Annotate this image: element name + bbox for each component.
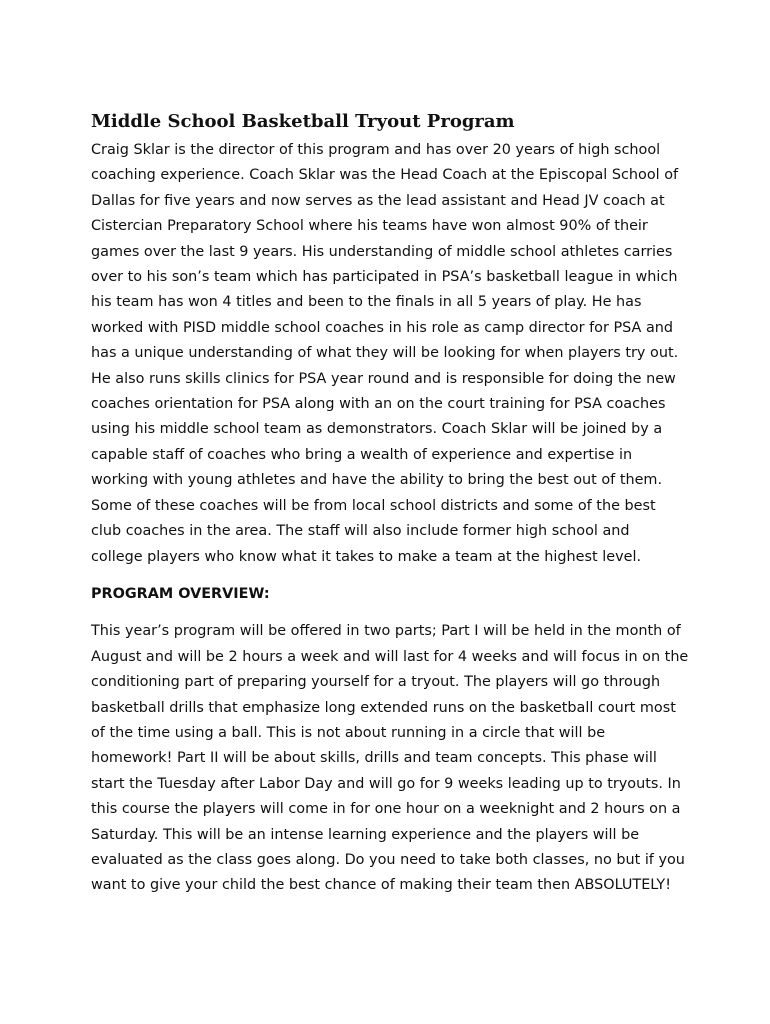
overview-paragraph (91, 619, 691, 898)
text-line: August and will be 2 hours a week and will last for 4 weeks and will focus in on the (91, 648, 689, 665)
text-line: club coaches in the area. The staff will also include former high school and (91, 523, 630, 540)
text-line: coaches orientation for PSA along with an on the court training for PSA coaches (91, 396, 666, 413)
section-heading: PROGRAM OVERVIEW: (91, 585, 270, 602)
text-line: coaching experience. Coach Sklar was the Head Coach at the Episcopal School of (91, 167, 679, 184)
text-line: Cistercian Preparatory School where his teams have won almost 90% of their (91, 218, 648, 235)
document-title: Middle School Basketball Tryout Program (91, 111, 515, 132)
text-line: Craig Sklar is the director of this program and has over 20 years of high school (91, 142, 661, 158)
intro-paragraph (91, 138, 691, 570)
text-line: start the Tuesday after Labor Day and will go for 9 weeks leading up to tryouts. In (91, 775, 681, 792)
text-line: Some of these coaches will be from local school districts and some of the best (91, 497, 656, 514)
text-line: this course the players will come in for one hour on a weeknight and 2 hours on a (91, 801, 681, 818)
text-line: using his middle school team as demonstrators. Coach Sklar will be joined by a (91, 421, 663, 438)
text-line: college players who know what it takes to make a team at the highest level. (91, 548, 642, 565)
text-line: working with young athletes and have the ability to bring the best out of them. (91, 472, 663, 489)
text-line: evaluated as the class goes along. Do you need to take both classes, no but if you (91, 851, 685, 868)
text-line: his team has won 4 titles and been to the finals in all 5 years of play. He has (91, 294, 642, 311)
text-line: has a unique understanding of what they will be looking for when players try out. (91, 345, 679, 362)
text-line: He also runs skills clinics for PSA year round and is responsible for doing the new (91, 370, 676, 387)
document-body (91, 108, 691, 899)
text-line: of the time using a ball. This is not about running in a circle that will be (91, 724, 606, 741)
text-line: want to give your child the best chance of making their team then ABSOLUTELY! (91, 877, 671, 894)
text-line: conditioning part of preparing yourself for a tryout. The players will go through (91, 674, 661, 691)
text-line: over to his son’s team which has participated in PSA’s basketball league in which (91, 269, 678, 286)
text-line: capable staff of coaches who bring a wealth of experience and expertise in (91, 446, 633, 463)
text-line: worked with PISD middle school coaches in his role as camp director for PSA and (91, 319, 674, 336)
text-line: games over the last 9 years. His understanding of middle school athletes carries (91, 243, 673, 260)
text-line: homework! Part II will be about skills, drills and team concepts. This phase will (91, 750, 657, 767)
text-line: basketball drills that emphasize long extended runs on the basketball court most (91, 699, 676, 716)
text-line: Saturday. This will be an intense learning experience and the players will be (91, 826, 640, 843)
text-line: This year’s program will be offered in two parts; Part I will be held in the month of (91, 623, 681, 640)
text-line: Dallas for five years and now serves as the lead assistant and Head JV coach at (91, 192, 665, 209)
